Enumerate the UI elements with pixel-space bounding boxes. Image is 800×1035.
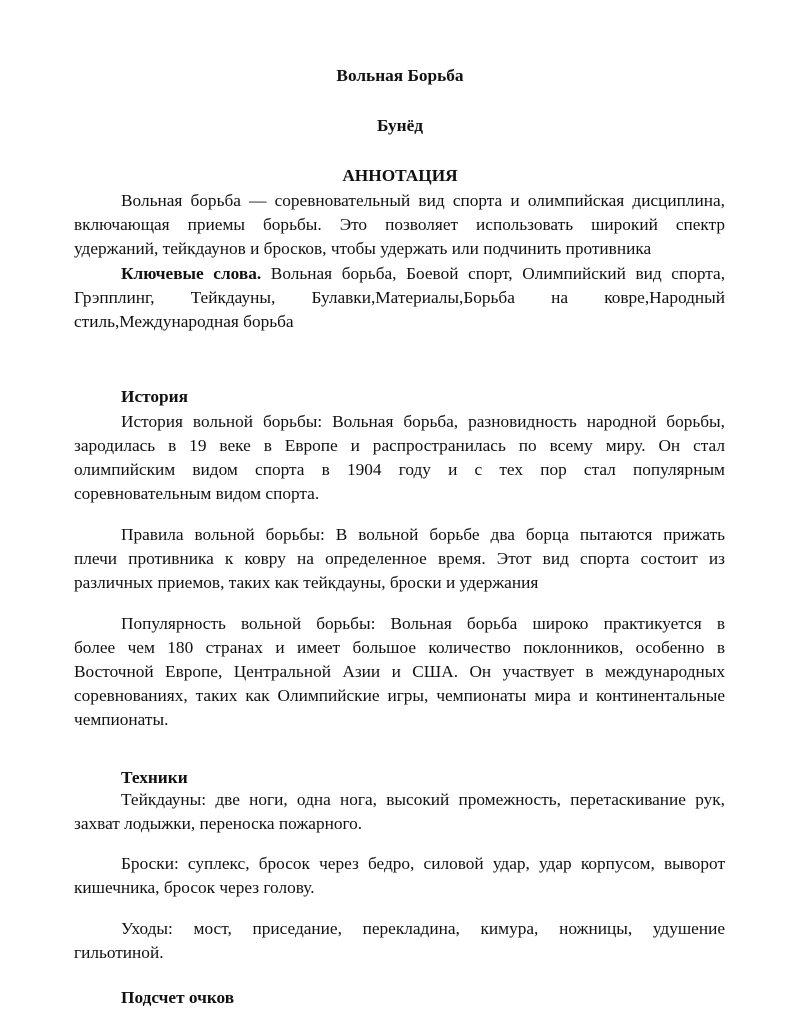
takedowns-paragraph-line: Тейкдауны: две ноги, одна нога, высокий промежность, перетаскивание рук, [121, 790, 725, 809]
history-heading: История [121, 387, 188, 406]
history-paragraph-line: зародилась в 19 веке в Европе и распространилась по всему миру. Он стал [74, 436, 725, 455]
history-paragraph-line: олимпийским видом спорта в 1904 году и с тех пор стал популярным [74, 460, 725, 479]
abstract-heading: АННОТАЦИЯ [342, 166, 458, 185]
popularity-paragraph-line: соревнованиях, таких как Олимпийские игры, чемпионаты мира и континентальные [74, 686, 725, 705]
keywords-label: Ключевые слова. [121, 264, 262, 283]
keywords-line: стиль,Международная борьба [74, 312, 294, 331]
popularity-paragraph-line: Восточной Европе, Центральной Азии и США. Он участвует в международных [74, 662, 725, 681]
takedowns-paragraph-line: захват лодыжки, переноска пожарного. [74, 814, 363, 833]
keywords-text: Вольная борьба, Боевой спорт, Олимпийский вид спорта, [261, 264, 726, 283]
abstract-line: удержаний, тейкдаунов и бросков, чтобы удержать или подчинить противника [74, 239, 652, 258]
popularity-paragraph-line: более чем 180 странах и имеет большое количество поклонников, особенно в [74, 638, 725, 657]
history-paragraph-line: соревновательным видом спорта. [74, 484, 320, 503]
abstract-line: включающая приемы борьбы. Это позволяет использовать широкий спектр [74, 215, 725, 234]
scoring-heading: Подсчет очков [121, 988, 235, 1007]
popularity-paragraph-line: чемпионаты. [74, 710, 169, 729]
history-paragraph-line: История вольной борьбы: Вольная борьба, разновидность народной борьбы, [121, 412, 725, 431]
keywords-line [74, 262, 725, 286]
popularity-paragraph-line: Популярность вольной борьбы: Вольная борьба широко практикуется в [121, 614, 725, 633]
escapes-paragraph-line: Уходы: мост, приседание, перекладина, кимура, ножницы, удушение [121, 919, 725, 938]
document-title: Вольная Борьба [336, 66, 464, 85]
throws-paragraph-line: Броски: суплекс, бросок через бедро, силовой удар, удар корпусом, выворот [121, 854, 725, 873]
abstract-line: Вольная борьба — соревновательный вид спорта и олимпийская дисциплина, [121, 191, 725, 210]
throws-paragraph-line: кишечника, бросок через голову. [74, 878, 315, 897]
rules-paragraph-line: Правила вольной борьбы: В вольной борьбе два борца пытаются прижать [121, 525, 725, 544]
keywords-line: Грэпплинг, Тейкдауны, Булавки,Материалы,Борьба на ковре,Народный [74, 288, 725, 307]
author-name: Бунёд [376, 116, 423, 135]
rules-paragraph-line: плечи противника к ковру на определенное время. Этот вид спорта состоит из [74, 549, 725, 568]
techniques-heading: Техники [121, 768, 188, 787]
rules-paragraph-line: различных приемов, таких как тейкдауны, броски и удержания [74, 573, 539, 592]
escapes-paragraph-line: гильотиной. [74, 943, 164, 962]
